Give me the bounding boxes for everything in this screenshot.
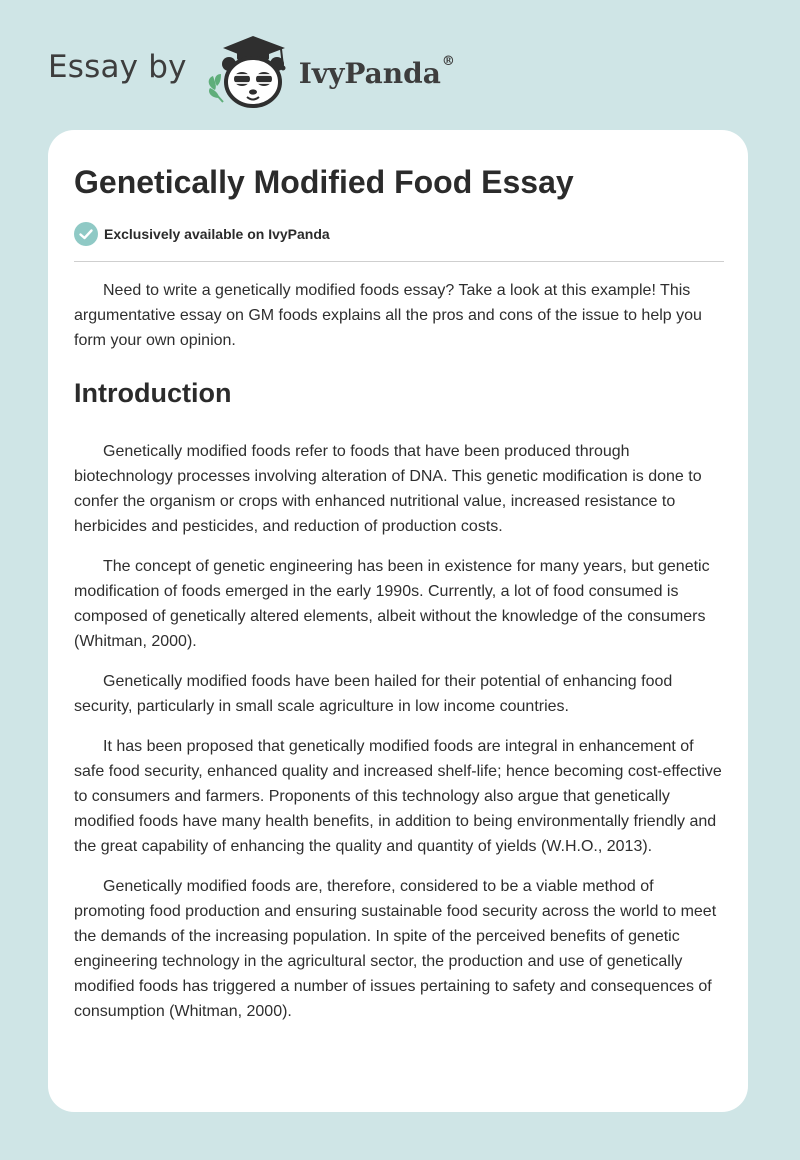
- brand-name[interactable]: IvyPanda®: [298, 53, 455, 90]
- exclusive-badge: [74, 222, 330, 246]
- intro-paragraph: Need to write a genetically modified foods essay? Take a look at this example! This argumentative essay on GM foods explains all the pros and cons of the issue to help you form your own opinion.: [74, 282, 702, 349]
- title-divider: [74, 261, 724, 262]
- body-paragraph: Genetically modified foods are, therefore, considered to be a viable method of promoting food production and ensuring sustainable food security across the world to meet the demands of the increasing population. In spite of the perceived benefits of genetic engineering technology in the agricultural sector, the production and use of genetically modified foods has triggered a number of issues pertaining to safety and consequences of consumption (Whitman, 2000).: [74, 878, 717, 1020]
- body-paragraph: Genetically modified foods have been hailed for their potential of enhancing food security, particularly in small scale agriculture in low income countries.: [74, 673, 673, 715]
- body-paragraph: The concept of genetic engineering has been in existence for many years, but genetic modification of foods emerged in the early 1990s. Currently, a lot of food consumed is composed of genetically altered elements, albeit without the knowledge of the consumers (Whitman, 2000).: [74, 558, 710, 650]
- check-circle-icon: [74, 222, 98, 246]
- registered-mark: ®: [441, 53, 455, 69]
- essay-card: [48, 130, 748, 1112]
- panda-head-icon: [222, 57, 284, 106]
- essay-by-label: Essay by: [48, 49, 187, 85]
- body-paragraph: Genetically modified foods refer to foods that have been produced through biotechnology processes involving alteration of DNA. This genetic modification is done to confer the organism or crops with enhanced nutritional value, increased resistance to herbicides and pesticides, and reduction of production costs.: [74, 443, 702, 535]
- panda-graduate-icon[interactable]: [201, 30, 295, 110]
- body-paragraph: It has been proposed that genetically modified foods are integral in enhancement of safe food security, enhanced quality and increased shelf-life; hence becoming cost-effective to consumers and farmers. Proponents of this technology also argue that genetically modified foods have many health benefits, in addition to being environmentally friendly and the great capability of enhancing the quality and quantity of yields (W.H.O., 2013).: [74, 738, 722, 855]
- site-header: [48, 30, 455, 110]
- section-heading-introduction: Introduction: [74, 378, 232, 408]
- exclusive-badge-text: Exclusively available on IvyPanda: [104, 226, 330, 242]
- leaf-icon: [208, 74, 222, 102]
- essay-body: [74, 278, 724, 1039]
- essay-title: Genetically Modified Food Essay: [74, 164, 574, 200]
